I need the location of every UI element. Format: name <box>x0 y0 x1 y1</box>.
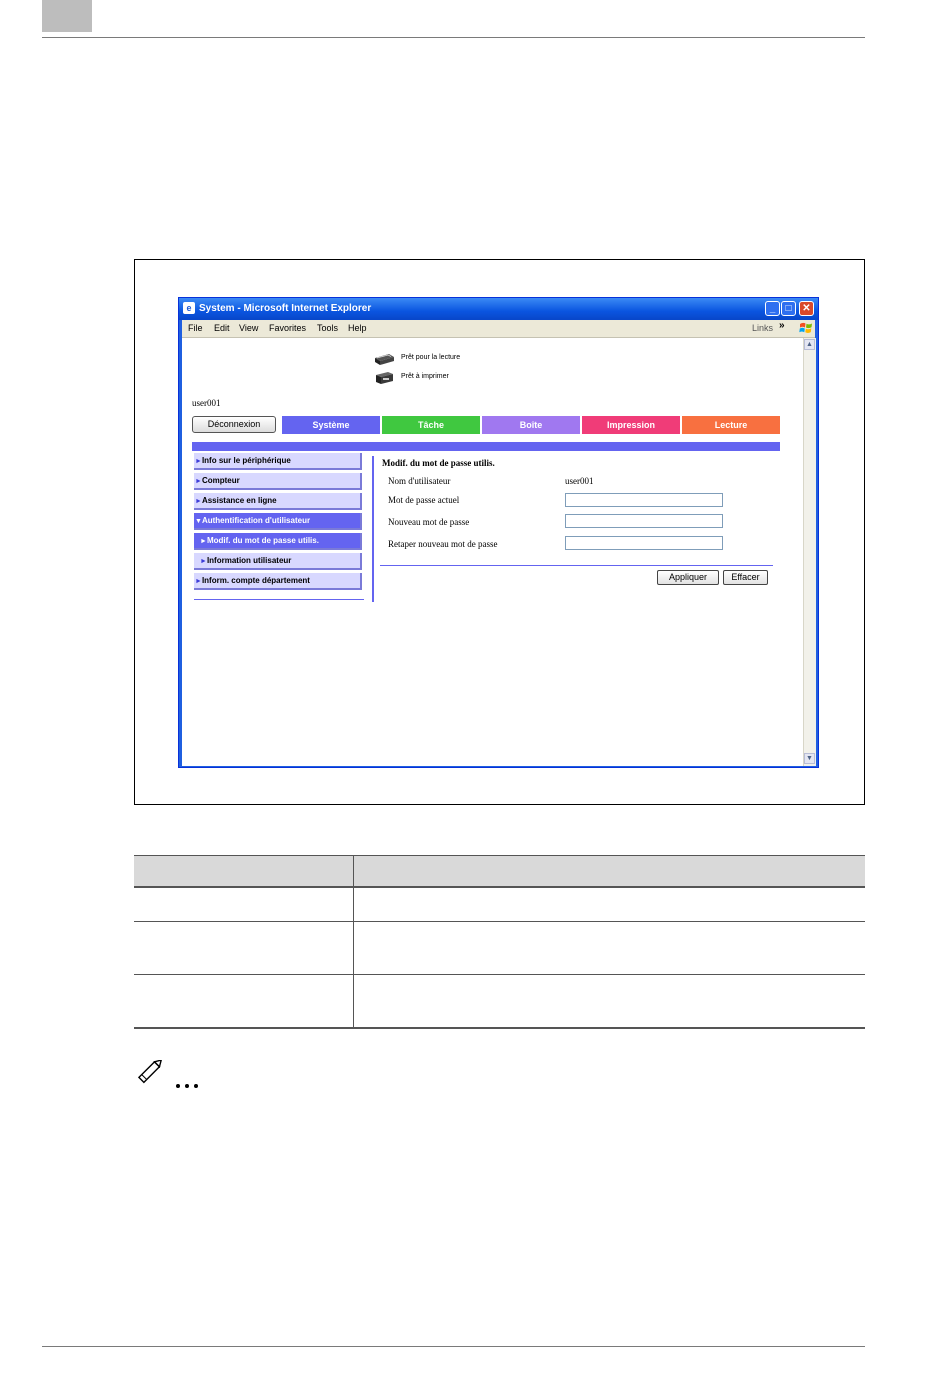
menu-favorites[interactable]: Favorites <box>269 323 307 333</box>
retype-password-input[interactable] <box>565 536 723 550</box>
sidebar-item-label: Compteur <box>201 476 240 485</box>
retype-password-label: Retaper nouveau mot de passe <box>388 539 498 549</box>
sidebar-item-user-auth[interactable] <box>194 513 362 530</box>
chapter-tab <box>42 0 92 32</box>
scan-status: Prêt pour la lecture <box>401 354 461 361</box>
tab-impression[interactable]: Impression <box>582 416 680 434</box>
arrow-right-icon: ► <box>200 538 207 545</box>
arrow-right-icon: ► <box>195 498 202 505</box>
tab-lecture[interactable]: Lecture <box>682 416 780 434</box>
printer-icon <box>373 371 395 385</box>
minimize-button[interactable]: _ <box>765 301 780 316</box>
table-row-rule <box>134 921 865 922</box>
tab-systeme[interactable]: Système <box>282 416 380 434</box>
form-divider <box>380 565 773 566</box>
pencil-note-icon <box>134 1060 204 1090</box>
menu-tools[interactable]: Tools <box>317 323 339 333</box>
sidebar-item-counter[interactable] <box>194 473 362 490</box>
menu-bar <box>182 320 815 338</box>
sidebar-bottom-line <box>194 599 364 600</box>
tab-boite[interactable]: Boîte <box>482 416 580 434</box>
current-password-input[interactable] <box>565 493 723 507</box>
menu-file[interactable]: File <box>188 323 203 333</box>
window-title: System - Microsoft Internet Explorer <box>199 303 372 314</box>
arrow-right-icon: ► <box>200 558 207 565</box>
ie-page-icon: e <box>183 302 195 314</box>
new-password-label: Nouveau mot de passe <box>388 517 470 527</box>
user-name: user001 <box>192 398 221 408</box>
current-password-label: Mot de passe actuel <box>388 495 460 505</box>
sidebar-item-change-password[interactable] <box>194 533 362 550</box>
browser-window <box>178 297 819 768</box>
user-name-value: user001 <box>565 476 594 486</box>
header-rule <box>42 37 865 38</box>
arrow-right-icon: ► <box>195 458 202 465</box>
menu-help[interactable]: Help <box>348 323 367 333</box>
arrow-right-icon: ► <box>195 578 202 585</box>
table-column-divider <box>353 855 354 1028</box>
sidebar-item-label: Information utilisateur <box>206 556 292 565</box>
apply-button[interactable]: Appliquer <box>657 570 719 585</box>
logout-button[interactable]: Déconnexion <box>192 416 276 433</box>
close-button[interactable]: ✕ <box>799 301 814 316</box>
sidebar-item-online-assistance[interactable] <box>194 493 362 510</box>
scroll-down-icon[interactable]: ▼ <box>804 753 815 764</box>
table-header <box>134 855 865 888</box>
links-chevron-icon[interactable]: » <box>779 320 785 331</box>
sidebar-item-label: Modif. du mot de passe utilis. <box>206 536 319 545</box>
user-name-label: Nom d'utilisateur <box>388 476 451 486</box>
sidebar-item-department-account[interactable] <box>194 573 362 590</box>
windows-flag-icon <box>799 321 813 335</box>
table-row-rule <box>134 974 865 975</box>
table-bottom-rule <box>134 1027 865 1029</box>
sidebar-item-device-info[interactable] <box>194 453 362 470</box>
footer-rule <box>42 1346 865 1347</box>
sidebar-item-label: Inform. compte département <box>201 576 310 585</box>
sidebar-item-label: Info sur le périphérique <box>201 456 291 465</box>
title-bar <box>179 298 818 320</box>
sidebar-divider <box>372 456 374 602</box>
arrow-down-icon: ▼ <box>195 518 202 525</box>
tab-tache[interactable]: Tâche <box>382 416 480 434</box>
menu-edit[interactable]: Edit <box>214 323 230 333</box>
scanner-icon <box>373 352 395 366</box>
sidebar-item-label: Authentification d'utilisateur <box>201 516 311 525</box>
menu-view[interactable]: View <box>239 323 259 333</box>
form-title: Modif. du mot de passe utilis. <box>382 458 495 468</box>
sidebar-item-label: Assistance en ligne <box>201 496 277 505</box>
maximize-button[interactable]: □ <box>781 301 796 316</box>
page-content <box>182 338 803 766</box>
scroll-up-icon[interactable]: ▲ <box>804 339 815 350</box>
print-status: Prêt à imprimer <box>401 373 449 380</box>
arrow-right-icon: ► <box>195 478 202 485</box>
links-label[interactable]: Links <box>752 323 774 333</box>
header-band <box>192 442 780 451</box>
sidebar-item-user-info[interactable] <box>194 553 362 570</box>
clear-button[interactable]: Effacer <box>723 570 768 585</box>
vertical-scrollbar[interactable] <box>803 338 816 766</box>
new-password-input[interactable] <box>565 514 723 528</box>
